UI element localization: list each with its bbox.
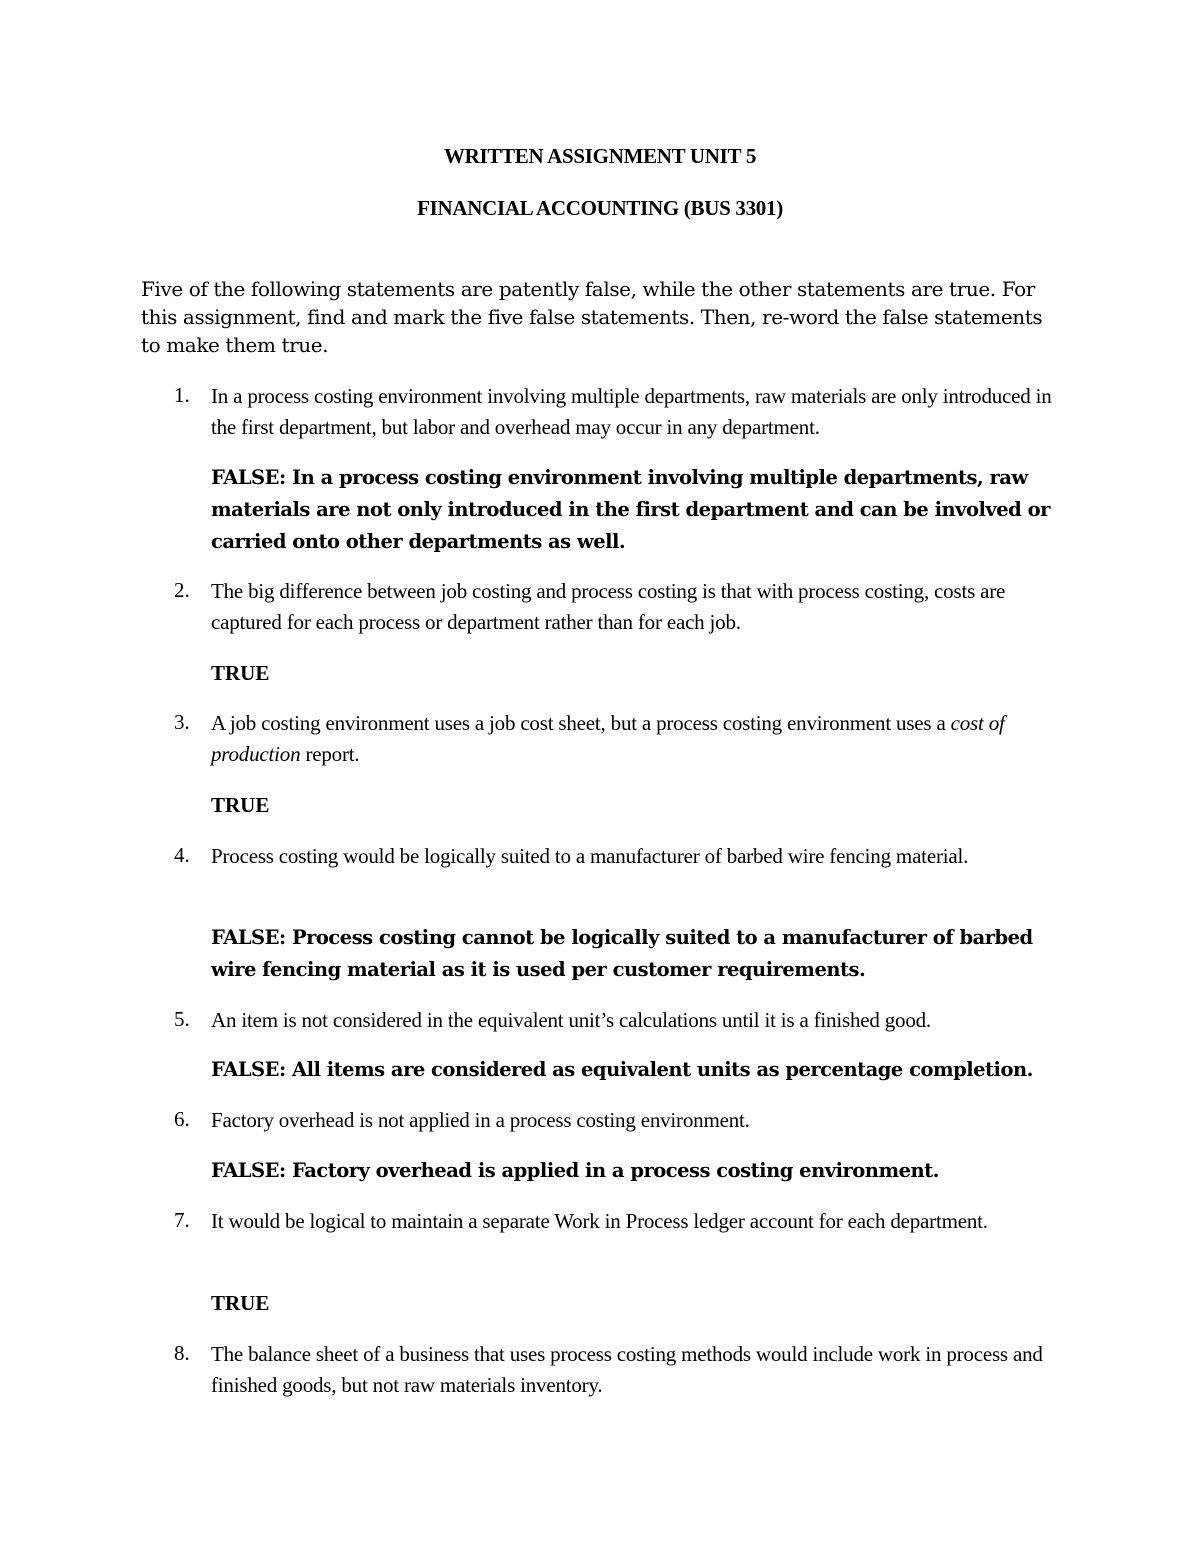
- item-statement: Factory overhead is not applied in a process costing environment.: [211, 1108, 750, 1132]
- item-answer: FALSE: Factory overhead is applied in a process costing environment.: [211, 1159, 939, 1182]
- item-number: 7.: [174, 1208, 190, 1232]
- item-statement-text: A job costing environment uses a job cost sheet, but a process costing environment uses a: [211, 711, 951, 735]
- course-title: FINANCIAL ACCOUNTING (BUS 3301): [417, 196, 783, 220]
- item-statement: The big difference between job costing and process costing is that with process costing, costs are captured for each process or department rather than for each job.: [211, 579, 1006, 634]
- item-statement: The balance sheet of a business that uses process costing methods would include work in process and finished goods, but not raw materials inventory.: [211, 1342, 1043, 1397]
- item-number: 6.: [174, 1107, 190, 1131]
- item-number: 4.: [174, 843, 190, 867]
- item-number: 5.: [174, 1007, 190, 1031]
- item-number: 8.: [174, 1341, 190, 1365]
- item-answer: TRUE: [211, 1291, 270, 1315]
- item-statement: An item is not considered in the equivalent unit’s calculations until it is a finished good.: [211, 1008, 931, 1032]
- item-number: 3.: [174, 710, 190, 734]
- item-statement: It would be logical to maintain a separate Work in Process ledger account for each department.: [211, 1209, 988, 1233]
- item-answer: FALSE: All items are considered as equivalent units as percentage completion.: [211, 1058, 1033, 1081]
- item-statement: [211, 708, 1071, 770]
- item-number: 2.: [174, 578, 190, 602]
- item-statement-emphasis: cost of production: [211, 711, 1005, 766]
- item-number: 1.: [174, 383, 190, 407]
- item-statement-text: report.: [300, 742, 360, 766]
- item-answer: FALSE: In a process costing environment involving multiple departments, raw materials are not only introduced in the first department and can be involved or carried onto other departments as well.: [211, 466, 1050, 553]
- item-statement: In a process costing environment involving multiple departments, raw materials are only introduced in the first department, but labor and overhead may occur in any department.: [211, 384, 1052, 439]
- instructions-paragraph: Five of the following statements are patently false, while the other statements are true. For this assignment, find and mark the five false statements. Then, re-word the false statements to make them true.: [141, 277, 1043, 357]
- item-answer: FALSE: Process costing cannot be logically suited to a manufacturer of barbed wire fencing material as it is used per customer requirements.: [211, 926, 1033, 981]
- item-answer: TRUE: [211, 793, 270, 817]
- item-statement: Process costing would be logically suited to a manufacturer of barbed wire fencing material.: [211, 844, 969, 868]
- document-title: WRITTEN ASSIGNMENT UNIT 5: [443, 144, 757, 168]
- item-answer: TRUE: [211, 661, 270, 685]
